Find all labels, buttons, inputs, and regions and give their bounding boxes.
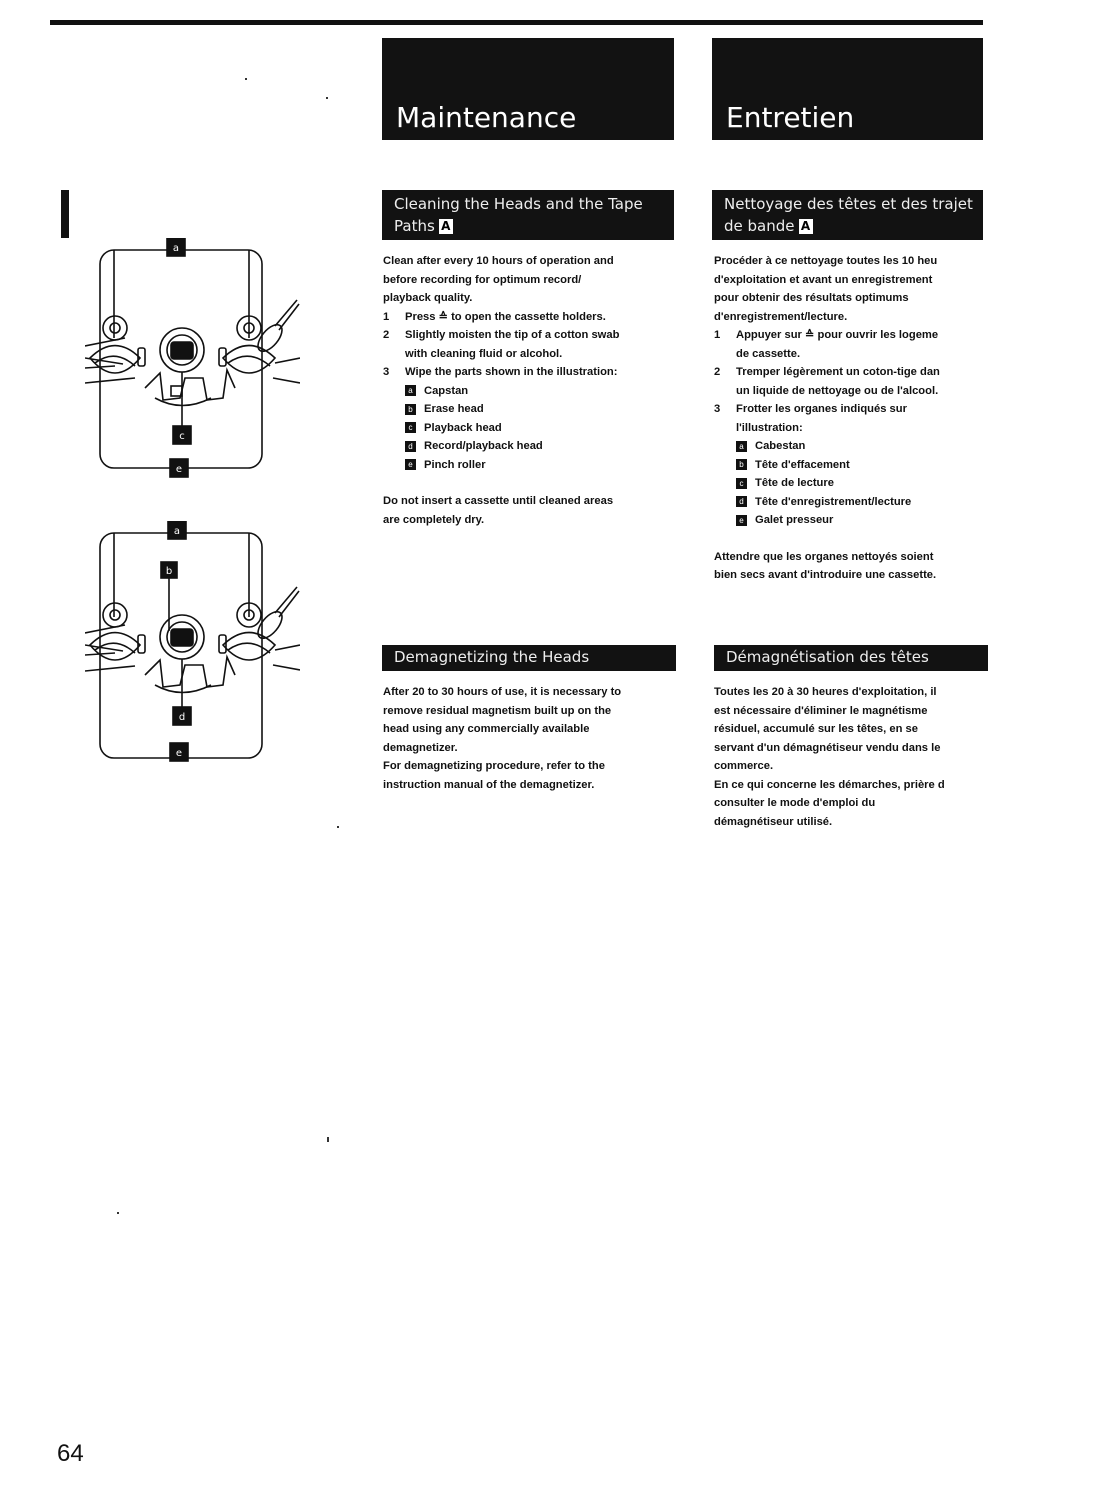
top-rule <box>50 20 983 25</box>
cleaning-illustration-top <box>85 238 300 478</box>
callout-letter: a <box>173 526 181 537</box>
step-1: 1 Press ≙ to open the cassette holders. <box>383 310 606 323</box>
text-line: résiduel, accumulé sur les têtes, en se <box>714 723 918 735</box>
text-line: Do not insert a cassette until cleaned areas <box>383 495 614 507</box>
heading-cleaning-english: Cleaning the Heads and the Tape Paths A <box>382 190 674 240</box>
text-line: Attendre que les organes nettoyés soient <box>714 550 934 563</box>
step-2: 2 Slightly moisten the tip of a cotton swab with cleaning fluid or alcohol. <box>383 329 620 360</box>
text-line: commerce. <box>714 760 774 772</box>
part-pinch-roller: e Pinch roller <box>383 456 683 475</box>
part-capstan: a Capstan <box>383 382 683 401</box>
text-line: pour obtenir des résultats optimums <box>714 292 909 304</box>
cleaning-text-french <box>714 252 986 585</box>
cleaning-illustration-bottom <box>85 521 300 766</box>
part-cabestan: a Cabestan <box>714 437 986 456</box>
text-line: d'exploitation et avant un enregistrement <box>714 273 933 286</box>
part-tete-lecture: c Tête de lecture <box>714 474 986 493</box>
callout-letter: e <box>175 748 183 759</box>
callout-letter: c <box>179 431 185 442</box>
text-line: playback quality. <box>383 292 473 304</box>
part-playback-head: c Playback head <box>383 419 683 438</box>
figure-badge: A <box>439 219 453 234</box>
demagnetizing-text-french <box>714 683 986 831</box>
text-line: servant d'un démagnétiseur vendu dans le <box>714 741 941 754</box>
heading-demagnetizing-french: Démagnétisation des têtes <box>714 645 988 671</box>
text-line: Clean after every 10 hours of operation and <box>383 255 614 267</box>
heading-cleaning-french: Nettoyage des têtes et des trajet de bande A <box>712 190 983 240</box>
text-line: Toutes les 20 à 30 heures d'exploitation, il <box>714 686 937 698</box>
text-line: After 20 to 30 hours of use, it is necessary to <box>383 686 622 698</box>
callout-letter: b <box>165 566 173 577</box>
text-line: instruction manual of the demagnetizer. <box>383 778 595 791</box>
demagnetizing-text-english <box>383 683 683 794</box>
page-title-french: Entretien <box>712 38 983 140</box>
text-line: d'enregistrement/lecture. <box>714 310 848 323</box>
step-3: 3 Frotter les organes indiqués sur l'illustration: <box>714 403 907 434</box>
scan-speck <box>326 97 328 99</box>
part-erase-head: b Erase head <box>383 400 683 419</box>
cleaning-text-english <box>383 252 683 529</box>
part-record-playback-head: d Record/playback head <box>383 437 683 456</box>
text-line: En ce qui concerne les démarches, prière d <box>714 778 945 791</box>
text-line: est nécessaire d'éliminer le magnétisme <box>714 704 928 717</box>
text-line: remove residual magnetism built up on the <box>383 704 612 717</box>
part-tete-effacement: b Tête d'effacement <box>714 456 986 475</box>
scan-speck <box>245 78 247 80</box>
scan-speck <box>337 826 339 828</box>
scan-speck <box>327 1137 329 1142</box>
part-galet-presseur: e Galet presseur <box>714 511 986 530</box>
text-line: head using any commercially available <box>383 723 590 735</box>
text-line: bien secs avant d'introduire une cassette. <box>714 569 937 581</box>
text-line: are completely dry. <box>383 513 485 526</box>
heading-demagnetizing-english: Demagnetizing the Heads <box>382 645 676 671</box>
callout-letter: a <box>172 243 180 254</box>
text-line: démagnétiseur utilisé. <box>714 815 833 828</box>
part-tete-enregistrement-lecture: d Tête d'enregistrement/lecture <box>714 493 986 512</box>
page-title-english: Maintenance <box>382 38 674 140</box>
text-line: demagnetizer. <box>383 741 458 754</box>
text-line: consulter le mode d'emploi du <box>714 797 876 809</box>
callout-letter: e <box>175 464 183 475</box>
text-line: Procéder à ce nettoyage toutes les 10 heu <box>714 255 938 267</box>
step-1: 1 Appuyer sur ≙ pour ouvrir les logeme de cassette. <box>714 329 939 360</box>
section-edge-tab <box>61 190 69 238</box>
callout-letter: d <box>178 712 186 723</box>
text-line: For demagnetizing procedure, refer to the <box>383 760 605 772</box>
text-line: before recording for optimum record/ <box>383 273 582 286</box>
step-2: 2 Tremper légèrement un coton-tige dan un liquide de nettoyage ou de l'alcool. <box>714 366 940 397</box>
page-number: 64 <box>57 1440 84 1467</box>
figure-badge: A <box>799 219 813 234</box>
step-3: 3 Wipe the parts shown in the illustration: <box>383 366 618 378</box>
scan-speck <box>117 1212 119 1214</box>
